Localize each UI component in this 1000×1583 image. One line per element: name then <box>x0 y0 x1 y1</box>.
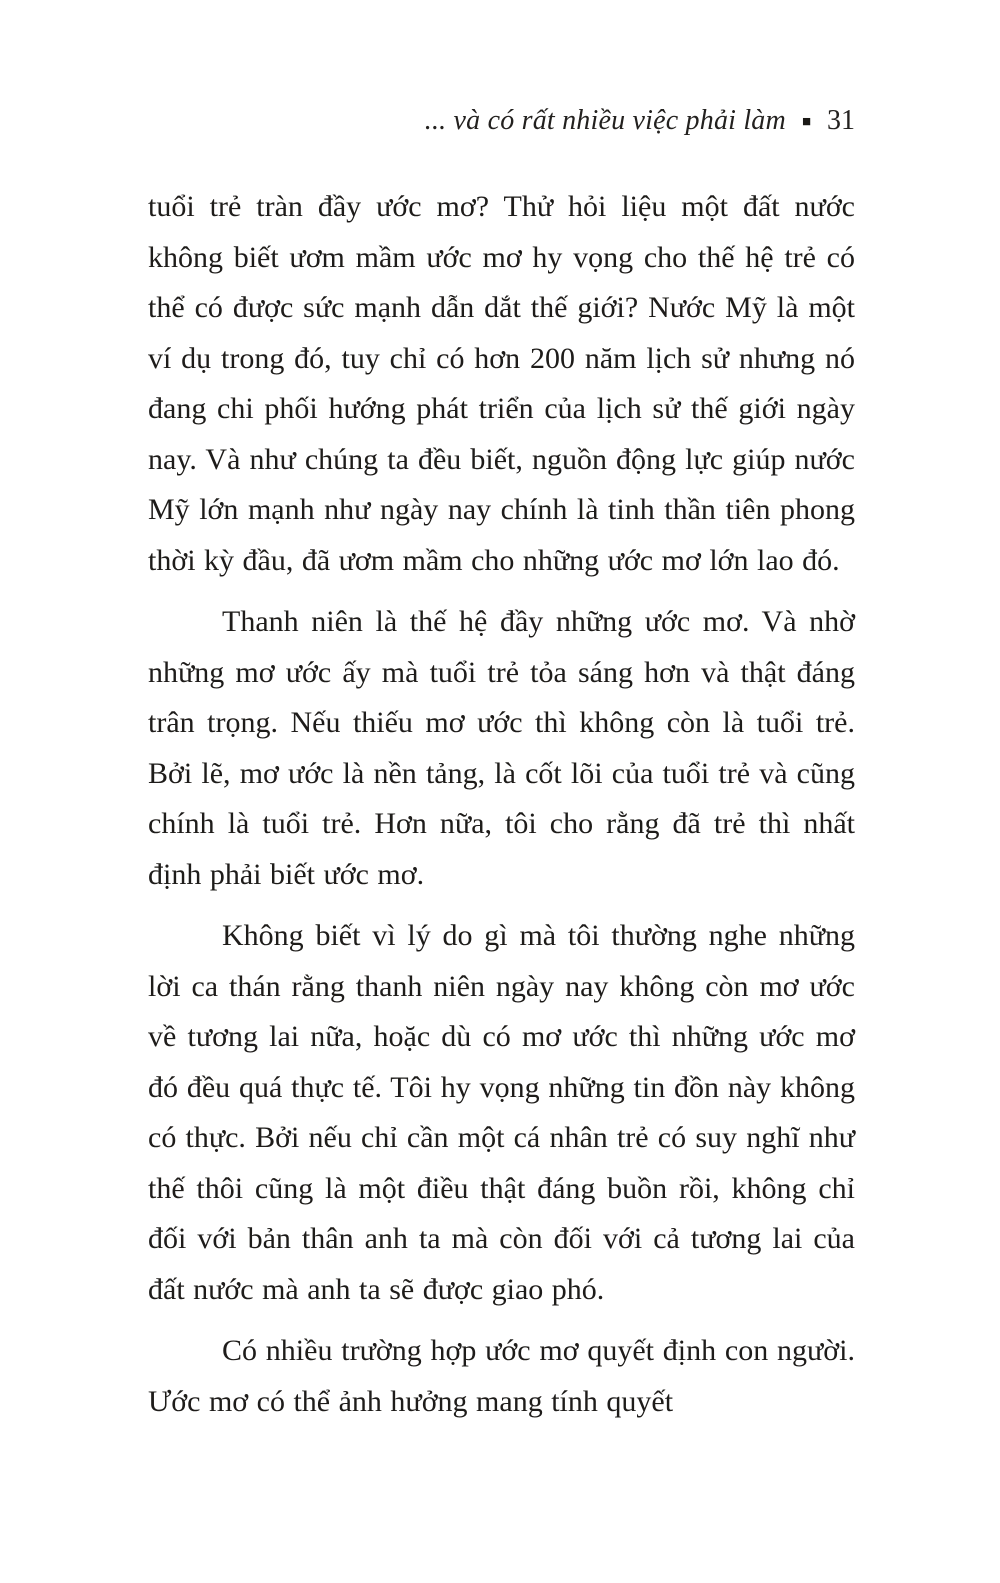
square-bullet-icon: ■ <box>801 113 811 130</box>
paragraph: Thanh niên là thế hệ đầy những ước mơ. Và nhờ những mơ ước ấy mà tuổi trẻ tỏa sáng hơn và thật đáng trân trọng. Nếu thiếu mơ ước thì không còn là tuổi trẻ. Bởi lẽ, mơ ước là nền tảng, là cốt lõi của tuổi trẻ và cũng chính là tuổi trẻ. Hơn nữa, tôi cho rằng đã trẻ thì nhất định phải biết ước mơ. <box>148 605 855 891</box>
page-body <box>148 182 855 1427</box>
page-number: 31 <box>827 105 855 136</box>
running-header <box>148 104 855 138</box>
paragraph: tuổi trẻ tràn đầy ước mơ? Thử hỏi liệu một đất nước không biết ươm mầm ước mơ hy vọng cho thế hệ trẻ có thể có được sức mạnh dẫn dắt thế giới? Nước Mỹ là một ví dụ trong đó, tuy chỉ có hơn 200 năm lịch sử nhưng nó đang chi phối hướng phát triển của lịch sử thế giới ngày nay. Và như chúng ta đều biết, nguồn động lực giúp nước Mỹ lớn mạnh như ngày nay chính là tinh thần tiên phong thời kỳ đầu, đã ươm mầm cho những ước mơ lớn lao đó. <box>148 190 855 577</box>
running-header-title: ... và có rất nhiều việc phải làm <box>424 105 786 136</box>
paragraph: Có nhiều trường hợp ước mơ quyết định con người. Ước mơ có thể ảnh hưởng mang tính quyết <box>148 1334 855 1418</box>
paragraph: Không biết vì lý do gì mà tôi thường nghe những lời ca thán rằng thanh niên ngày nay không còn mơ ước về tương lai nữa, hoặc dù có mơ ước thì những ước mơ đó đều quá thực tế. Tôi hy vọng những tin đồn này không có thực. Bởi nếu chỉ cần một cá nhân trẻ có suy nghĩ như thế thôi cũng là một điều thật đáng buồn rồi, không chỉ đối với bản thân anh ta mà còn đối với cả tương lai của đất nước mà anh ta sẽ được giao phó. <box>148 919 855 1306</box>
